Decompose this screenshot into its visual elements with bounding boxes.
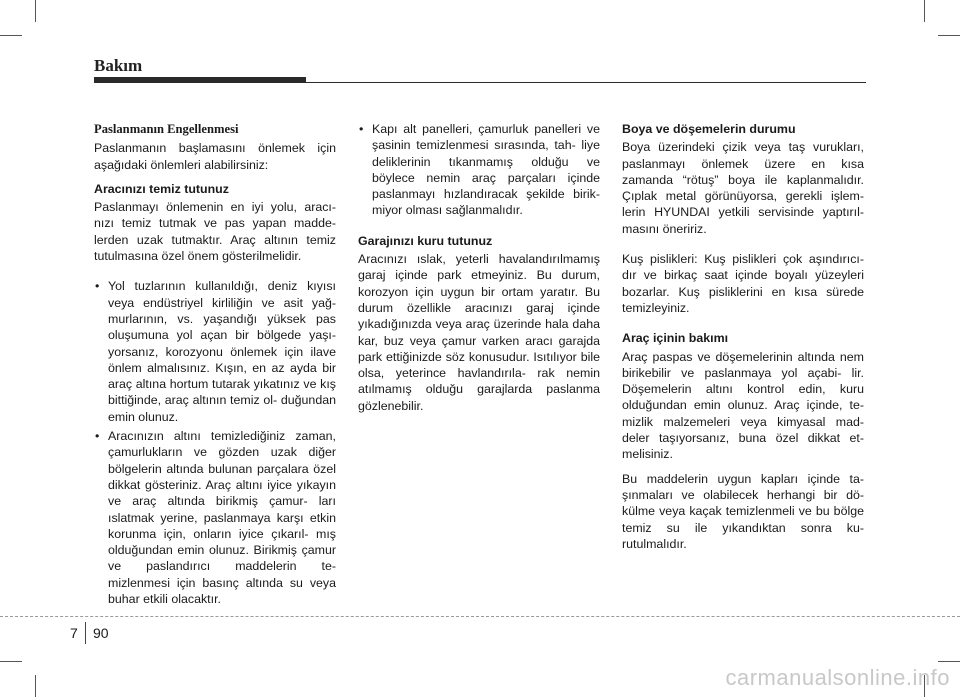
crop-mark-tr-h <box>938 35 960 36</box>
header-rule-thin <box>306 82 866 83</box>
keep-clean-paragraph: Paslanmayı önlemenin en iyi yolu, aracı- nızı temiz tutmak ve pas yapan madde- lerden uzak tutmaktır. Araç altının temiz tutulmasına özel önem gösterilmelidir. <box>94 200 336 264</box>
page-number: 90 <box>93 625 109 641</box>
rust-prevention-heading: Paslanmanın Engellenmesi <box>94 122 239 136</box>
dry-garage-paragraph: Aracınızı ıslak, yeterli havalandırılmamış garaj içinde park etmeyiniz. Bu durum, korozyon için uygun bir ortam yaratır. Bu durum özellikle aracınızı garaj içinde yıkadığınızda veya araç üzerinde hala daha kar, buz veya çamur varken aracı garajda park ettiğinizde söz konusudur. Isıtılıyor bile olsa, yeterince havlandırıla- rak nemin atılmamış olduğu garajlarda paslanma gözlenebilir. <box>358 252 600 413</box>
bird-droppings-paragraph: Kuş pislikleri: Kuş pislikleri çok aşındırıcı- dır ve birkaç saat içinde boyalı yüzeyleri bozarlar. Kuş pisliklerini en kısa sürede temizleyiniz. <box>622 252 864 315</box>
crop-mark-tr-v <box>924 0 925 22</box>
header-rule-thick <box>94 77 306 83</box>
intro-paragraph: Paslanmanın başlamasını önlemek için aşağıdaki önlemleri alabilirsiniz: <box>94 141 336 172</box>
list-item: • Yol tuzlarının kullanıldığı, deniz kıyısı veya endüstriyel kirliliğin ve asit yağ- murlarının, vs. yaşandığı yüksek pas oluşumuna yol açan bir bölgede yaşı- yorsanız, korozyonu önlemek için ilave önlem almalısınız. Kışın, en az ayda bir araç altına hortum tutarak yıkatınız ve kış bittiğinde, araç altının temiz ol- duğundan emin olunuz. <box>94 278 336 425</box>
list-item: • Aracınızın altını temizlediğiniz zaman, çamurlukların ve gözden uzak diğer bölgelerin altında bulunan parçalara özel dikkat gösteriniz. Araç altını iyice yıkayın ve araç altında birikmiş çamur- ları ıslatmak yerine, paslanmaya karşı etkin korunma için, onların iyice çıkarıl- mış olduğundan emin olunuz. Birikmiş çamur ve paslandırıcı maddelerin te- mizlenmesi için basınç altında su veya buhar etkili olacaktır. <box>94 428 336 607</box>
column-2 <box>358 121 600 422</box>
chapter-number: 7 <box>70 625 78 641</box>
footer-dashed-line <box>0 616 960 617</box>
crop-mark-br-h <box>938 661 960 662</box>
col1-bullet-list <box>94 278 336 607</box>
list-item: • Kapı alt panelleri, çamurluk panelleri ve şasinin temizlenmesi sırasında, tah- liye deliklerinin tıkanmamış olduğu ve böylece nemin araç parçaları içinde paslanmayı hızlandıracak şekilde birik- miyor olması sağlanmalıdır. <box>358 121 600 219</box>
interior-care-heading: Araç içinin bakımı <box>622 331 729 346</box>
crop-mark-bl-v <box>35 675 36 697</box>
section-title: Bakım <box>94 56 143 75</box>
dry-garage-heading: Garajınızı kuru tutunuz <box>358 233 493 248</box>
crop-mark-tl-v <box>35 0 36 22</box>
keep-clean-heading: Aracınızı temiz tutunuz <box>94 181 229 196</box>
column-3 <box>622 121 864 560</box>
col2-bullet-list <box>358 121 600 219</box>
page-number-divider <box>85 622 86 644</box>
paint-condition-heading: Boya ve döşemelerin durumu <box>622 122 796 136</box>
interior-care-paragraph: Araç paspas ve döşemelerinin altında nem birikebilir ve paslanmaya yol açabi- lir. Döşemelerin altını kontrol edin, kuru olduğundan emin olunuz. Araç içinde, te- mizlik malzemeleri veya kimyasal mad- deler taşıyorsanız, buna özel dikkat et- melisiniz. <box>622 349 864 462</box>
paint-condition-paragraph: Boya üzerindeki çizik veya taş vurukları, paslanmayı önlemek üzere en kısa zamanda “rötuş” boya ile kaplanmalıdır. Çıplak metal görünüyorsa, gerekli işlem- lerin HYUNDAI yetkili servisinde yaptırıl- masını öneririz. <box>622 140 864 236</box>
site-watermark: carmanualsonline.info <box>725 665 950 690</box>
column-1 <box>94 121 336 617</box>
crop-mark-bl-h <box>0 661 22 662</box>
chemicals-paragraph: Bu maddelerin uygun kapları içinde ta- şınmaları ve olabilecek herhangi bir dö- külme veya kaçak temizlenmeli ve bu bölge temiz su ile yıkandıktan sonra ku- rutulmalıdır. <box>622 471 864 551</box>
crop-mark-tl-h <box>0 35 22 36</box>
